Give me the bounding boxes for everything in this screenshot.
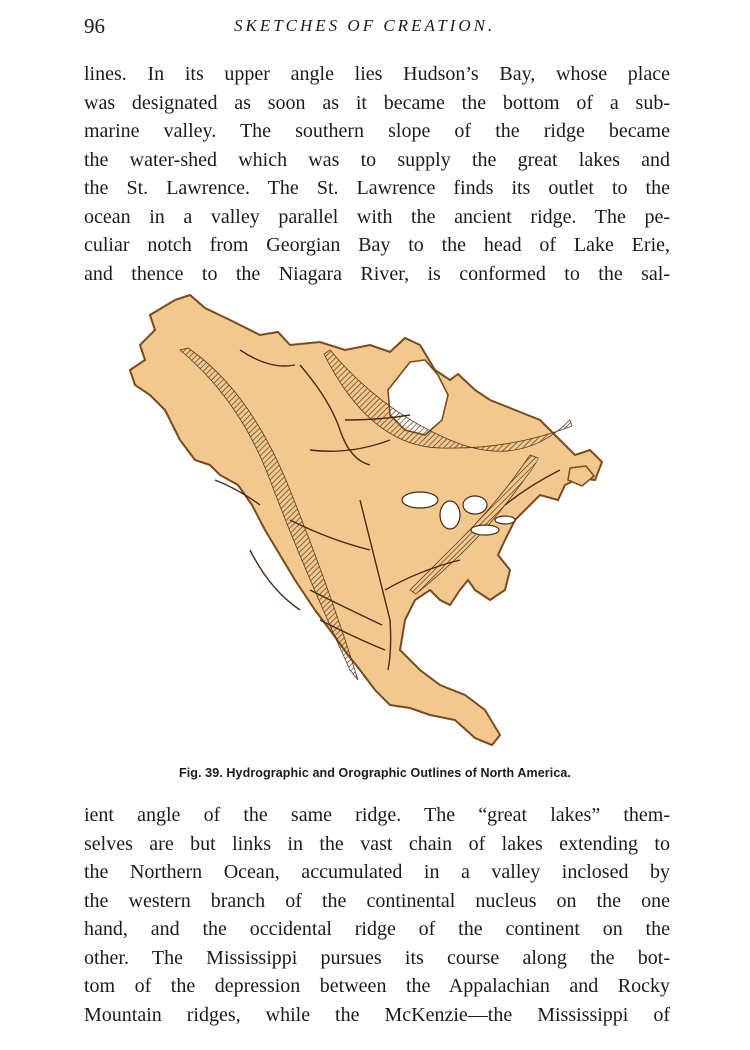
- body-text-top: [84, 60, 670, 288]
- body-text-bottom: [84, 801, 670, 1029]
- text-line: the water-shed which was to supply the great lakes and: [84, 148, 670, 171]
- text-line: was designated as soon as it became the bottom of a sub-: [84, 91, 670, 114]
- north-america-map: [120, 290, 620, 760]
- text-line: marine valley. The southern slope of the ridge became: [84, 120, 670, 142]
- north-america-map-figure: [120, 290, 620, 760]
- text-line: ocean in a valley parallel with the ancient ridge. The pe-: [84, 205, 670, 228]
- text-line: ient angle of the same ridge. The “great lakes” them-: [84, 804, 670, 826]
- text-line: Mountain ridges, while the McKenzie—the Mississippi of: [84, 1003, 670, 1026]
- text-line: tom of the depression between the Appalachian and Rocky: [84, 975, 670, 997]
- text-line: and thence to the Niagara River, is conformed to the sal-: [84, 262, 670, 285]
- text-line: the St. Lawrence. The St. Lawrence finds its outlet to the: [84, 177, 670, 199]
- figure-caption: Fig. 39. Hydrographic and Orographic Outlines of North America.: [178, 766, 571, 780]
- text-line: culiar notch from Georgian Bay to the head of Lake Erie,: [84, 234, 670, 256]
- page-number: 96: [84, 14, 105, 38]
- text-line: the Northern Ocean, accumulated in a valley inclosed by: [84, 861, 670, 883]
- text-line: hand, and the occidental ridge of the continent on the: [84, 918, 670, 940]
- text-line: selves are but links in the vast chain of lakes extending to: [84, 832, 670, 855]
- text-line: the western branch of the continental nucleus on the one: [84, 889, 670, 912]
- running-title: SKETCHES OF CREATION.: [234, 16, 496, 35]
- text-line: other. The Mississippi pursues its course along the bot-: [84, 946, 670, 969]
- text-line: lines. In its upper angle lies Hudson’s Bay, whose place: [84, 63, 670, 85]
- running-head: [84, 14, 670, 44]
